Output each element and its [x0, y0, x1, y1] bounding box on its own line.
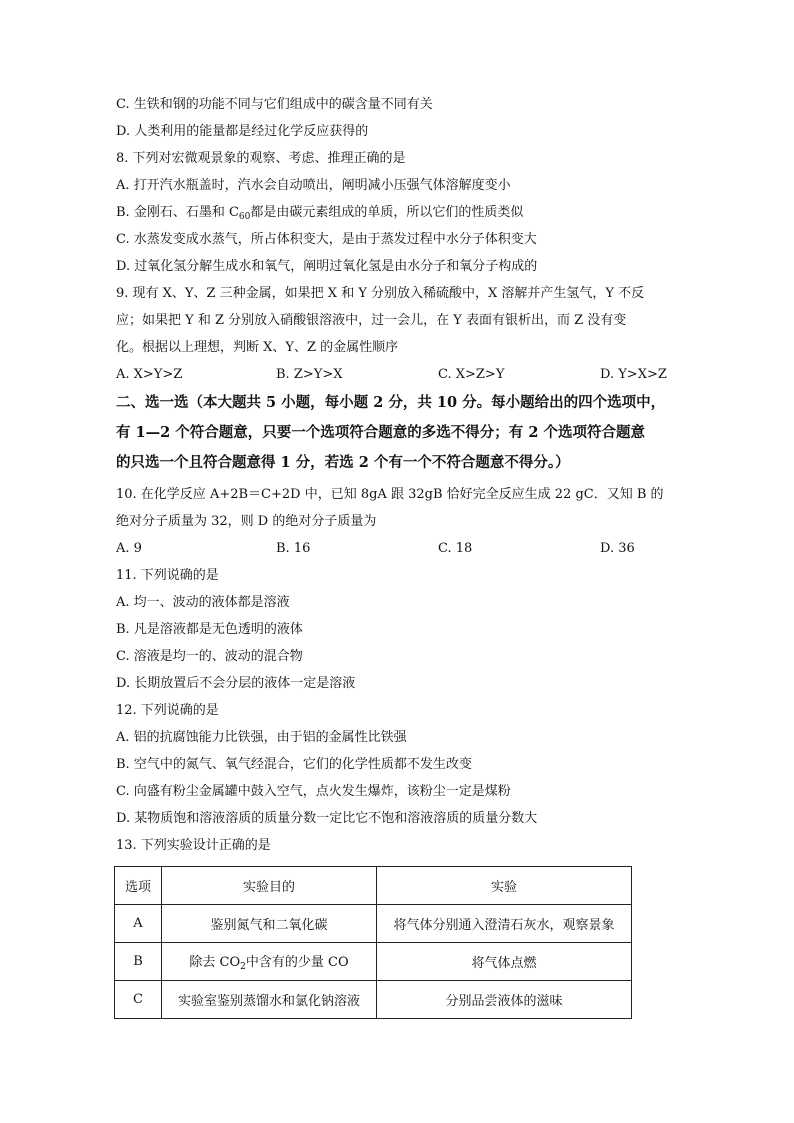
row-b-method: 将气体点燃 — [377, 943, 632, 981]
q8-option-b-subscript: 60 — [238, 212, 251, 222]
table-row — [115, 981, 632, 1019]
q10-option-a: A. 9 — [116, 541, 142, 556]
q8-option-b-post: 都是由碳元素组成的单质，所以它们的性质类似 — [250, 205, 524, 220]
row-c-option: C — [115, 981, 162, 1019]
row-b-purpose — [162, 943, 377, 981]
q11-option-c: C. 溶液是均一的、波动的混合物 — [116, 649, 303, 664]
q9-stem-line1: 9. 现有 X、Y、Z 三种金属，如果把 X 和 Y 分别放入稀硫酸中，X 溶解并产生氢气，Y 不反 — [116, 286, 645, 301]
row-b-purpose-post: 中含有的少量 CO — [245, 955, 349, 970]
table-row — [115, 905, 632, 943]
q11-option-b: B. 凡是溶液都是无色透明的液体 — [116, 622, 303, 637]
q10-option-b: B. 16 — [276, 541, 311, 556]
q8-option-b — [116, 204, 523, 226]
q11-option-a: A. 均一、波动的液体都是溶液 — [116, 595, 290, 610]
q8-option-d: D. 过氧化氢分解生成水和氧气，阐明过氧化氢是由水分子和氧分子构成的 — [116, 259, 538, 274]
q10-option-d: D. 36 — [600, 541, 635, 556]
q13-stem: 13. 下列实验设计正确的是 — [116, 838, 271, 853]
row-a-option: A — [115, 905, 162, 943]
q12-stem: 12. 下列说确的是 — [116, 703, 219, 718]
q10-stem-line2: 绝对分子质量为 32，则 D 的绝对分子质量为 — [116, 514, 377, 529]
row-b-option: B — [115, 943, 162, 981]
q8-stem: 8. 下列对宏微观景象的观察、考虑、推理正确的是 — [116, 151, 406, 166]
q11-option-d: D. 长期放置后不会分层的液体一定是溶液 — [116, 676, 356, 691]
row-a-method: 将气体分别通入澄清石灰水，观察景象 — [377, 905, 632, 943]
row-c-method: 分别品尝液体的滋味 — [377, 981, 632, 1019]
q10-option-c: C. 18 — [438, 541, 473, 556]
q8-option-c: C. 水蒸发变成水蒸气，所占体积变大，是由于蒸发过程中水分子体积变大 — [116, 232, 537, 247]
q12-option-a: A. 铝的抗腐蚀能力比铁强，由于铝的金属性比铁强 — [116, 730, 407, 745]
q8-option-b-pre: B. 金刚石、石墨和 C — [116, 205, 239, 220]
section2-heading-line2: 有 1—2 个符合题意，只要一个选项符合题意的多选不得分；有 2 个选项符合题意 — [116, 424, 645, 441]
q9-option-b: B. Z>Y>X — [276, 367, 343, 382]
q11-stem: 11. 下列说确的是 — [116, 568, 219, 583]
table-row — [115, 943, 632, 981]
q9-option-c: C. X>Z>Y — [438, 367, 505, 382]
row-c-purpose: 实验室鉴别蒸馏水和氯化钠溶液 — [162, 981, 377, 1019]
q9-stem-line3: 化。根据以上理想，判断 X、Y、Z 的金属性顺序 — [116, 340, 399, 355]
header-purpose: 实验目的 — [162, 867, 377, 905]
section2-heading-line3: 的只选一个且符合题意得 1 分，若选 2 个有一个不符合题意不得分。） — [116, 454, 570, 471]
q10-stem-line1: 10. 在化学反应 A+2B＝C+2D 中，已知 8gA 跟 32gB 恰好完全反应生成 22 gC．又知 B 的 — [116, 487, 664, 502]
table-header-row — [115, 867, 632, 905]
experiment-table — [114, 866, 632, 1019]
header-option: 选项 — [115, 867, 162, 905]
row-a-purpose: 鉴别氮气和二氧化碳 — [162, 905, 377, 943]
q8-option-a: A. 打开汽水瓶盖时，汽水会自动喷出，阐明减小压强气体溶解度变小 — [116, 178, 511, 193]
q12-option-d: D. 某物质饱和溶液溶质的质量分数一定比它不饱和溶液溶质的质量分数大 — [116, 811, 538, 826]
q7-option-c: C. 生铁和钢的功能不同与它们组成中的碳含量不同有关 — [116, 97, 433, 112]
q9-option-a: A. X>Y>Z — [116, 367, 183, 382]
q7-option-d: D. 人类利用的能量都是经过化学反应获得的 — [116, 124, 369, 139]
row-b-purpose-pre: 除去 CO — [189, 955, 241, 970]
row-b-purpose-subscript: 2 — [240, 962, 246, 972]
q12-option-b: B. 空气中的氮气、氧气经混合，它们的化学性质都不发生改变 — [116, 757, 472, 772]
header-method: 实验 — [377, 867, 632, 905]
q9-stem-line2: 应；如果把 Y 和 Z 分别放入硝酸银溶液中，过一会儿，在 Y 表面有银析出，而 Z 没有变 — [116, 313, 627, 328]
q9-option-d: D. Y>X>Z — [600, 367, 667, 382]
q12-option-c: C. 向盛有粉尘金属罐中鼓入空气，点火发生爆炸，该粉尘一定是煤粉 — [116, 784, 511, 799]
section2-heading-line1: 二、选一选（本大题共 5 小题，每小题 2 分，共 10 分。每小题给出的四个选项中， — [116, 394, 666, 411]
